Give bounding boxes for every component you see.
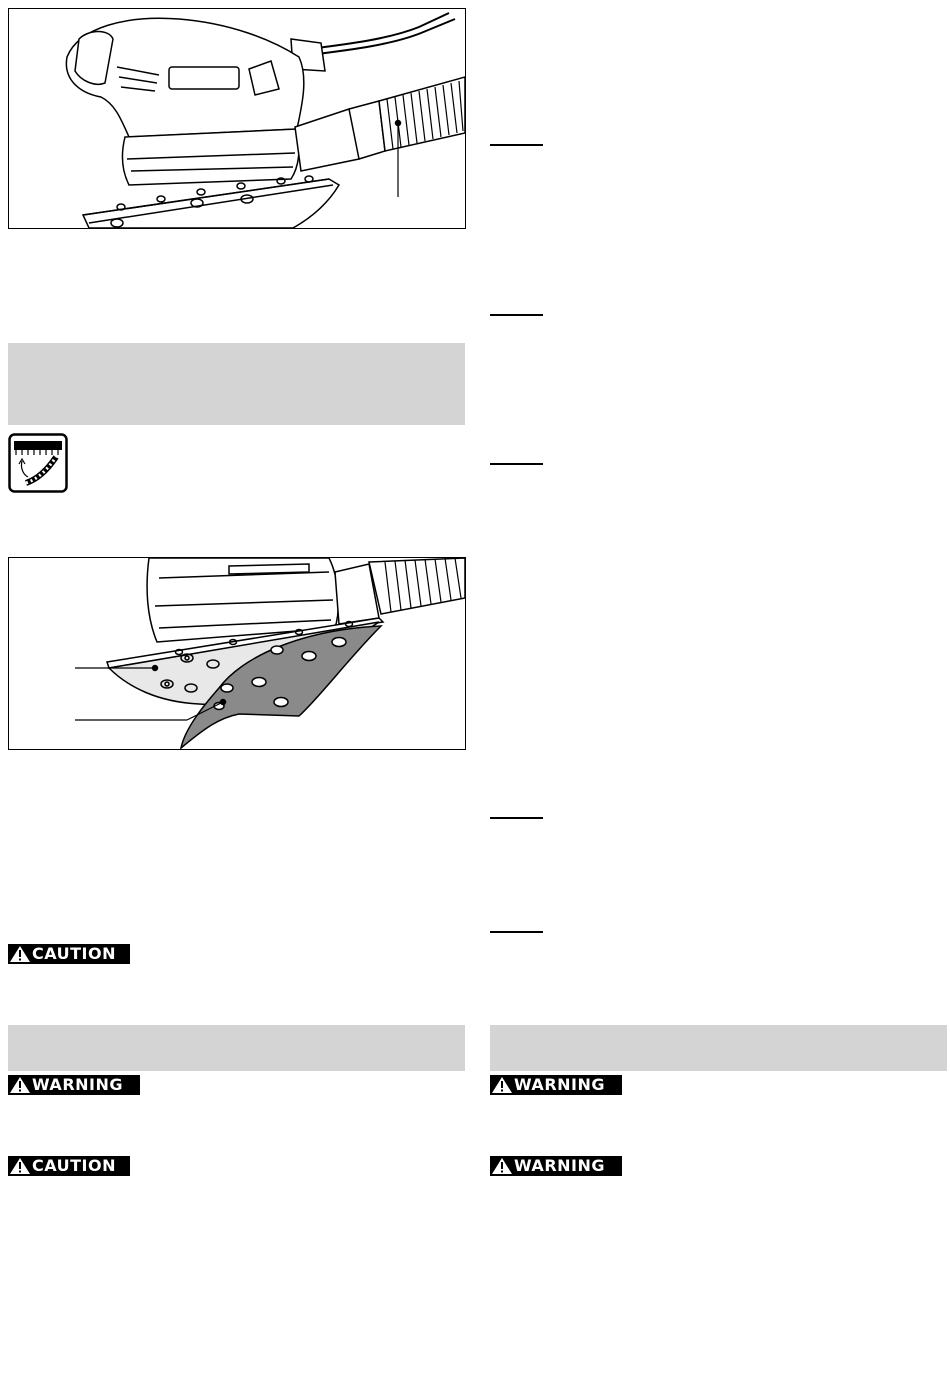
warning-triangle-icon — [9, 1076, 31, 1094]
warning-triangle-icon — [491, 1157, 513, 1175]
caution-sign-lower — [8, 1156, 130, 1176]
section-header-band — [8, 343, 465, 425]
section-header-band-left — [8, 1025, 465, 1071]
sanding-pad-attach-icon — [8, 433, 68, 493]
caution-sign-label: CAUTION — [32, 1156, 116, 1175]
warning-sign-label: WARNING — [514, 1156, 605, 1175]
subsection-rule — [490, 817, 543, 819]
warning-triangle-icon — [9, 1157, 31, 1175]
warning-triangle-icon — [9, 945, 31, 963]
warning-sign-right — [490, 1075, 622, 1095]
sander-with-dust-hose-illustration — [9, 9, 465, 228]
warning-sign-label: WARNING — [32, 1075, 123, 1094]
figure-sanding-sheet — [8, 557, 466, 750]
warning-sign-right-lower — [490, 1156, 622, 1176]
subsection-rule — [490, 931, 543, 933]
warning-triangle-icon — [491, 1076, 513, 1094]
subsection-rule — [490, 144, 543, 146]
subsection-rule — [490, 314, 543, 316]
subsection-rule — [490, 463, 543, 465]
warning-sign-label: WARNING — [514, 1075, 605, 1094]
sanding-sheet-attachment-illustration — [9, 558, 465, 749]
figure-sander-dust-hose — [8, 8, 466, 229]
warning-sign-left — [8, 1075, 140, 1095]
caution-sign — [8, 944, 130, 964]
caution-sign-label: CAUTION — [32, 944, 116, 963]
section-header-band-right — [490, 1025, 947, 1071]
